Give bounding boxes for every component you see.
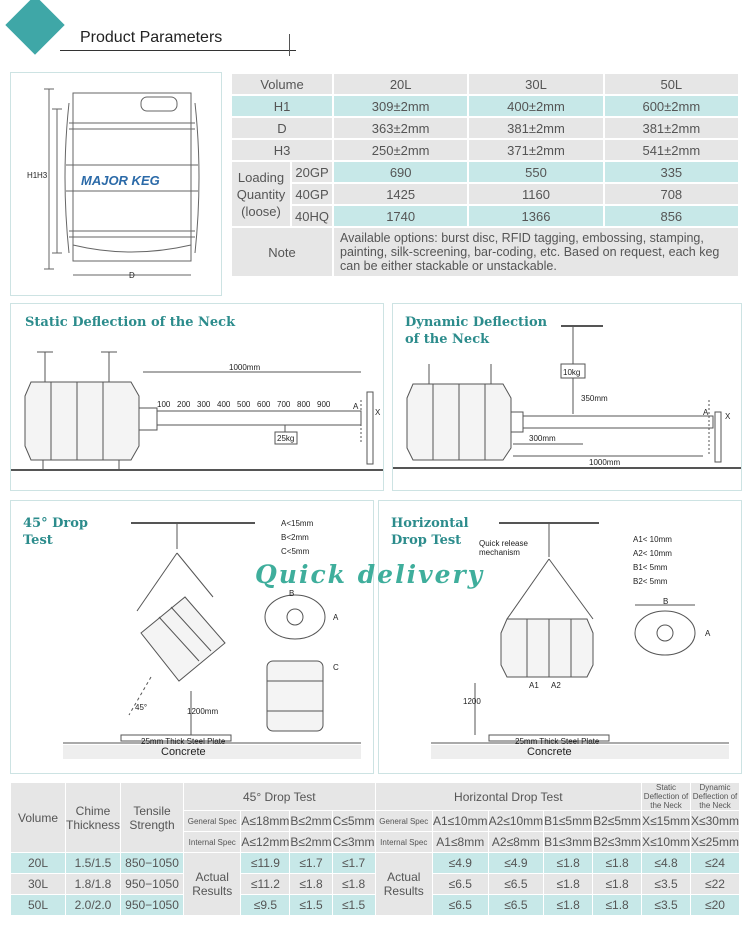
dynamic-deflection-panel (392, 303, 742, 491)
dynamic-x-label: X (725, 412, 731, 421)
res-cell: ≤11.2 (241, 874, 290, 895)
spec-label: 40HQ (291, 205, 333, 227)
res-cell: ≤1.8 (332, 874, 375, 895)
static-deflection-title: Static Deflection of the Neck (25, 315, 236, 330)
internal-spec-cell: A≤12mm (241, 832, 290, 853)
internal-spec-cell: B2≤3mm (593, 832, 642, 853)
res-cell: ≤1.8 (593, 895, 642, 916)
title-underline (60, 50, 296, 51)
spec-cell: 335 (604, 161, 739, 183)
static-deflection-panel (10, 303, 384, 491)
res-tensile: 950−1050 (121, 895, 184, 916)
res-chime: 1.5/1.5 (66, 853, 121, 874)
spec-head-30l: 30L (468, 73, 603, 95)
loading-quantity-label: Loading Quantity (loose) (231, 161, 291, 227)
general-spec-cell: B≤2mm (290, 811, 332, 832)
general-spec-cell: A1≤10mm (432, 811, 488, 832)
res-cell: ≤3.5 (642, 874, 691, 895)
res-tensile: 850−1050 (121, 853, 184, 874)
dynamic-a-label: A (703, 408, 709, 417)
limit-b1: B1< 5mm (633, 563, 668, 572)
res-head-45: 45° Drop Test (184, 783, 376, 811)
dim-c-label: C (333, 663, 339, 672)
res-cell: ≤3.5 (642, 895, 691, 916)
drop-height: 1200mm (187, 707, 219, 716)
res-cell: ≤22 (691, 874, 740, 895)
drop-angle: 45° (135, 703, 148, 712)
spec-cell: 690 (333, 161, 468, 183)
spec-cell: 381±2mm (604, 117, 739, 139)
internal-spec-cell: B≤2mm (290, 832, 332, 853)
internal-spec-cell: A1≤8mm (432, 832, 488, 853)
a1-label: A1 (529, 681, 539, 690)
quick-delivery-watermark: Quick delivery (255, 560, 485, 589)
horizontal-drop-drawing (379, 501, 741, 773)
static-span-label: 1000mm (229, 363, 261, 372)
dynamic-300: 300mm (529, 434, 556, 443)
internal-spec-label: Internal Spec (375, 832, 432, 853)
internal-spec-cell: X≤25mm (691, 832, 740, 853)
internal-spec-cell: B1≤3mm (544, 832, 593, 853)
h3-label: H3 (37, 171, 48, 180)
drop-45-drawing (11, 501, 373, 773)
spec-cell: 250±2mm (333, 139, 468, 161)
res-chime: 1.8/1.8 (66, 874, 121, 895)
res-chime: 2.0/2.0 (66, 895, 121, 916)
general-spec-cell: X≤30mm (691, 811, 740, 832)
res-head-tensile: Tensile Strength (121, 783, 184, 853)
dynamic-1000: 1000mm (589, 458, 621, 467)
release-label: Quick release mechanism (479, 539, 528, 557)
brand-diamond (5, 0, 64, 55)
horizontal-height: 1200 (463, 697, 481, 706)
general-spec-label: General Spec (184, 811, 241, 832)
res-cell: ≤1.8 (290, 874, 332, 895)
dim-b-label: B (289, 589, 295, 598)
spec-row-40gp (231, 183, 739, 205)
a2-label: A2 (551, 681, 561, 690)
res-cell: ≤1.8 (593, 853, 642, 874)
res-cell: ≤4.8 (642, 853, 691, 874)
tick-500: 500 (237, 400, 251, 409)
res-cell: ≤1.5 (332, 895, 375, 916)
spec-label: H1 (231, 95, 333, 117)
concrete-label: Concrete (161, 746, 206, 758)
spec-head-volume: Volume (231, 73, 333, 95)
res-cell: ≤6.5 (488, 895, 544, 916)
internal-spec-label: Internal Spec (184, 832, 241, 853)
spec-row-h3 (231, 139, 739, 161)
results-row-20l (11, 853, 740, 874)
tick-100: 100 (157, 400, 171, 409)
note-label: Note (231, 227, 333, 277)
results-row-30l (11, 874, 740, 895)
limit-a1: A1< 10mm (633, 535, 672, 544)
spec-cell: 1740 (333, 205, 468, 227)
spec-cell: 600±2mm (604, 95, 739, 117)
res-cell: ≤1.8 (544, 874, 593, 895)
spec-cell: 541±2mm (604, 139, 739, 161)
spec-cell: 708 (604, 183, 739, 205)
page-title: Product Parameters (80, 29, 223, 46)
dynamic-weight: 10kg (563, 368, 581, 377)
spec-head-20l: 20L (333, 73, 468, 95)
tick-800: 800 (297, 400, 311, 409)
res-cell: ≤1.8 (593, 874, 642, 895)
results-row-50l (11, 895, 740, 916)
res-cell: ≤1.7 (290, 853, 332, 874)
res-tensile: 950−1050 (121, 874, 184, 895)
keg-drawing-panel (10, 72, 222, 296)
spec-label: D (231, 117, 333, 139)
dim-a-label: A (333, 613, 339, 622)
internal-spec-cell: C≤3mm (332, 832, 375, 853)
res-cell: ≤6.5 (432, 895, 488, 916)
res-vol: 30L (11, 874, 66, 895)
tick-900: 900 (317, 400, 331, 409)
general-spec-cell: A≤18mm (241, 811, 290, 832)
horizontal-drop-panel (378, 500, 742, 774)
horizontal-b-label: B (663, 597, 669, 606)
res-cell: ≤6.5 (432, 874, 488, 895)
res-cell: ≤24 (691, 853, 740, 874)
static-weight: 25kg (277, 434, 295, 443)
res-vol: 20L (11, 853, 66, 874)
spec-cell: 550 (468, 161, 603, 183)
h1-label: H1 (27, 171, 38, 180)
internal-spec-cell: A2≤8mm (488, 832, 544, 853)
limit-b: B<2mm (281, 533, 309, 542)
static-x-label: X (375, 408, 381, 417)
dynamic-deflection-drawing (393, 304, 741, 490)
res-cell: ≤1.7 (332, 853, 375, 874)
spec-cell: 363±2mm (333, 117, 468, 139)
spec-label: 40GP (291, 183, 333, 205)
res-head-volume: Volume (11, 783, 66, 853)
spec-cell: 309±2mm (333, 95, 468, 117)
d-label: D (129, 271, 135, 280)
spec-row-40hq (231, 205, 739, 227)
drop-45-panel (10, 500, 374, 774)
spec-table (230, 72, 740, 278)
plate-label: 25mm Thick Steel Plate (141, 737, 226, 746)
dynamic-deflection-title: Dynamic Deflection of the Neck (405, 315, 548, 347)
res-cell: ≤1.8 (544, 853, 593, 874)
general-spec-cell: C≤5mm (332, 811, 375, 832)
spec-row-h1 (231, 95, 739, 117)
note-text: Available options: burst disc, RFID tagging, embossing, stamping, painting, silk-screening, bar-coding, etc. Based on request, each keg can be either stackable or unstackable. (333, 227, 739, 277)
limit-c: C<5mm (281, 547, 310, 556)
res-head-static: Static Deflection of the Neck (642, 783, 691, 811)
limit-b2: B2< 5mm (633, 577, 668, 586)
res-cell: ≤6.5 (488, 874, 544, 895)
horizontal-concrete-label: Concrete (527, 746, 572, 758)
res-cell: ≤9.5 (241, 895, 290, 916)
limit-a: A<15mm (281, 519, 314, 528)
internal-spec-cell: X≤10mm (642, 832, 691, 853)
spec-row-note (231, 227, 739, 277)
spec-head-50l: 50L (604, 73, 739, 95)
tick-600: 600 (257, 400, 271, 409)
tick-700: 700 (277, 400, 291, 409)
general-spec-cell: B1≤5mm (544, 811, 593, 832)
res-cell: ≤1.8 (544, 895, 593, 916)
horizontal-a-label: A (705, 629, 711, 638)
res-cell: ≤11.9 (241, 853, 290, 874)
drop-45-title: 45° Drop Test (23, 516, 88, 548)
general-spec-cell: A2≤10mm (488, 811, 544, 832)
res-head-horizontal: Horizontal Drop Test (375, 783, 642, 811)
spec-cell: 371±2mm (468, 139, 603, 161)
horizontal-drop-title: Horizontal Drop Test (391, 516, 469, 548)
tick-300: 300 (197, 400, 211, 409)
spec-cell: 1160 (468, 183, 603, 205)
static-a-label: A (353, 402, 359, 411)
spec-label: H3 (231, 139, 333, 161)
actual-results-label: Actual Results (184, 853, 241, 916)
res-cell: ≤4.9 (432, 853, 488, 874)
actual-results-label: Actual Results (375, 853, 432, 916)
tick-200: 200 (177, 400, 191, 409)
spec-cell: 1425 (333, 183, 468, 205)
res-cell: ≤1.5 (290, 895, 332, 916)
tick-400: 400 (217, 400, 231, 409)
spec-cell: 856 (604, 205, 739, 227)
brand-logo-text: MAJOR KEG (81, 173, 160, 188)
spec-cell: 400±2mm (468, 95, 603, 117)
res-cell: ≤20 (691, 895, 740, 916)
general-spec-cell: X≤15mm (642, 811, 691, 832)
spec-cell: 381±2mm (468, 117, 603, 139)
horizontal-plate-label: 25mm Thick Steel Plate (515, 737, 600, 746)
spec-label: 20GP (291, 161, 333, 183)
title-divider (289, 34, 290, 56)
general-spec-cell: B2≤5mm (593, 811, 642, 832)
spec-row-d (231, 117, 739, 139)
results-table (10, 782, 740, 916)
static-deflection-drawing (11, 304, 383, 490)
limit-a2: A2< 10mm (633, 549, 672, 558)
spec-cell: 1366 (468, 205, 603, 227)
general-spec-label: General Spec (375, 811, 432, 832)
res-head-chime: Chime Thickness (66, 783, 121, 853)
res-vol: 50L (11, 895, 66, 916)
dynamic-350: 350mm (581, 394, 608, 403)
spec-row-20gp (231, 161, 739, 183)
res-head-dynamic: Dynamic Deflection of the Neck (691, 783, 740, 811)
res-cell: ≤4.9 (488, 853, 544, 874)
